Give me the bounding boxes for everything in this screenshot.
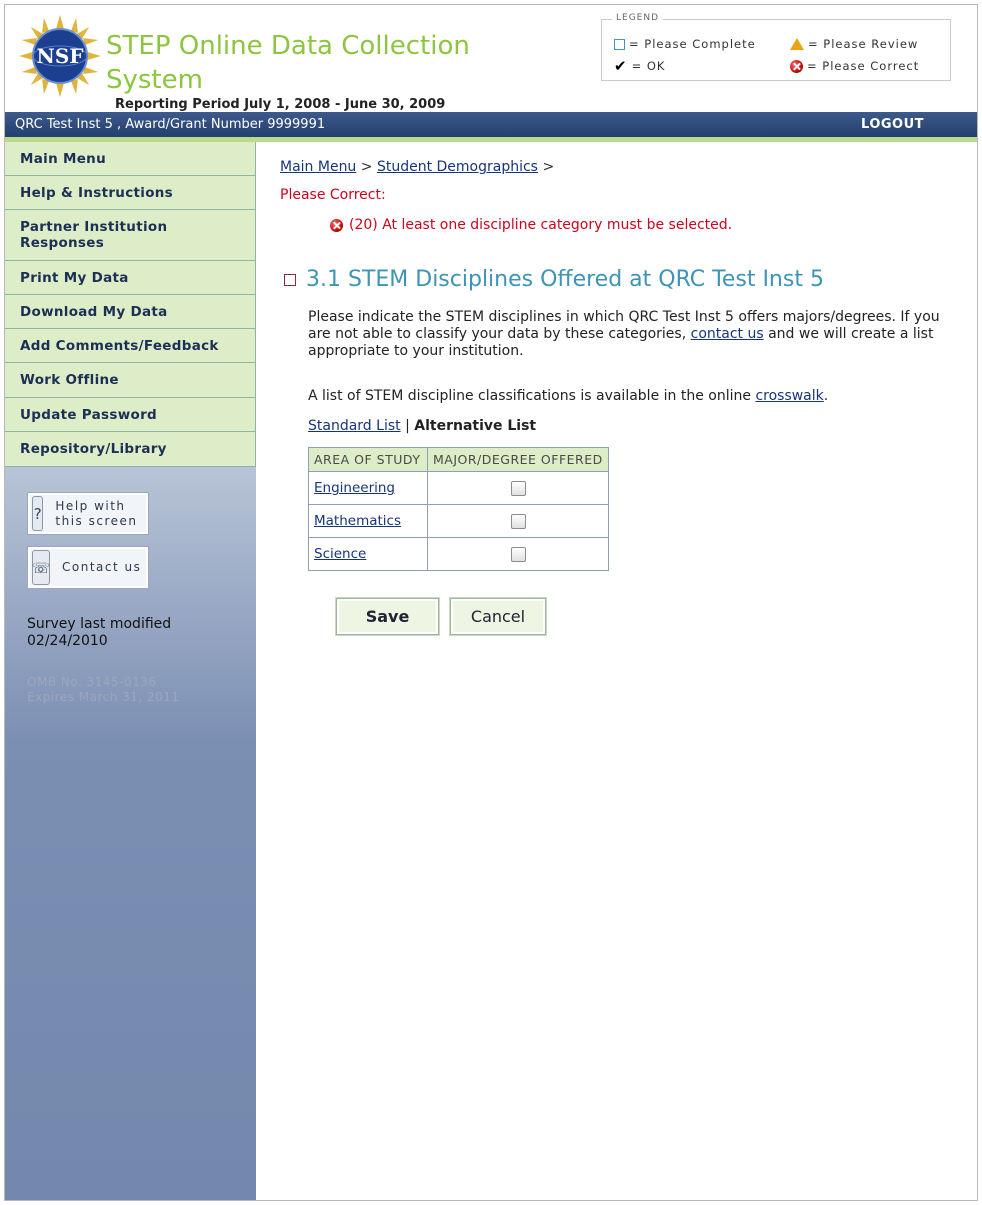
- alternative-list-label: Alternative List: [414, 418, 537, 434]
- table-row: [309, 472, 609, 505]
- engineering-link[interactable]: Engineering: [314, 480, 395, 496]
- checkmark-icon: ✔: [614, 57, 628, 75]
- sidebar-item-help-instructions[interactable]: Help & Instructions: [5, 176, 256, 210]
- legend-ok: ✔ = OK: [614, 57, 666, 75]
- please-complete-icon: [614, 39, 625, 50]
- contact-us-button[interactable]: ☏ Contact us: [27, 546, 149, 589]
- status-box-icon: [284, 274, 296, 286]
- sidebar-item-main-menu[interactable]: Main Menu: [5, 142, 256, 176]
- sidebar-item-repository-library[interactable]: Repository/Library: [5, 432, 256, 467]
- column-header-area: AREA OF STUDY: [309, 448, 428, 472]
- cancel-button[interactable]: Cancel: [450, 598, 546, 635]
- crosswalk-link[interactable]: crosswalk: [755, 388, 824, 404]
- science-link[interactable]: Science: [314, 546, 367, 562]
- legend-review: = Please Review: [790, 37, 918, 51]
- crosswalk-text: A list of STEM discipline classifications is available in the online crosswalk.: [308, 388, 829, 404]
- survey-last-modified: Survey last modified 02/24/2010: [27, 616, 172, 649]
- header: [5, 5, 978, 113]
- phone-icon: ☏: [32, 550, 50, 585]
- svg-text:NSF: NSF: [36, 44, 84, 68]
- legend: [601, 13, 951, 81]
- main-content: [256, 142, 978, 1201]
- instructions-text: Please indicate the STEM disciplines in which QRC Test Inst 5 offers majors/degrees. If you are not able to classify your data by these categories, contact us and we will create a list appropriate to your institution.: [308, 309, 940, 359]
- sidebar-item-update-password[interactable]: Update Password: [5, 398, 256, 432]
- science-checkbox[interactable]: [511, 547, 526, 562]
- list-selector: Standard List | Alternative List: [308, 418, 537, 434]
- sidebar-item-print-my-data[interactable]: Print My Data: [5, 261, 256, 295]
- legend-title: LEGEND: [612, 13, 663, 23]
- legend-complete: = Please Complete: [614, 37, 756, 51]
- sidebar-item-add-comments-feedback[interactable]: Add Comments/Feedback: [5, 329, 256, 363]
- save-button[interactable]: Save: [336, 598, 439, 635]
- error-icon: [330, 219, 343, 232]
- column-header-offered: MAJOR/DEGREE OFFERED: [428, 448, 609, 472]
- contact-us-link[interactable]: contact us: [690, 326, 764, 342]
- app-window: [4, 4, 978, 1201]
- please-correct-heading: Please Correct:: [280, 187, 386, 203]
- breadcrumb-main-menu[interactable]: Main Menu: [280, 159, 357, 175]
- legend-correct: = Please Correct: [790, 59, 919, 73]
- logout-link[interactable]: LOGOUT: [861, 117, 925, 132]
- mathematics-checkbox[interactable]: [511, 514, 526, 529]
- engineering-checkbox[interactable]: [511, 481, 526, 496]
- disciplines-table: [308, 447, 609, 571]
- section-title: 3.1 STEM Disciplines Offered at QRC Test Inst 5: [284, 267, 824, 292]
- breadcrumb-student-demographics[interactable]: Student Demographics: [376, 159, 538, 175]
- top-bar: [5, 112, 978, 137]
- sidebar-item-download-my-data[interactable]: Download My Data: [5, 295, 256, 329]
- sidebar-item-partner-institution-responses[interactable]: Partner Institution Responses: [5, 210, 256, 261]
- error-message: (20) At least one discipline category must be selected.: [330, 217, 732, 233]
- institution-info: QRC Test Inst 5 , Award/Grant Number 9999991: [15, 117, 326, 132]
- help-with-screen-button[interactable]: ? Help with this screen: [27, 492, 149, 535]
- error-icon: [790, 60, 803, 73]
- nsf-logo: [19, 15, 101, 97]
- sidebar-item-work-offline[interactable]: Work Offline: [5, 363, 256, 398]
- breadcrumb: Main Menu > Student Demographics >: [280, 159, 555, 175]
- question-icon: ?: [32, 496, 43, 531]
- omb-info: OMB No. 3145-0136 Expires March 31, 2011: [27, 675, 180, 704]
- warning-icon: [790, 38, 804, 50]
- standard-list-link[interactable]: Standard List: [308, 418, 401, 434]
- reporting-period: Reporting Period July 1, 2008 - June 30, 2009: [115, 97, 446, 112]
- mathematics-link[interactable]: Mathematics: [314, 513, 401, 529]
- table-row: [309, 538, 609, 571]
- sidebar: [5, 142, 256, 1201]
- app-title: STEP Online Data Collection System: [106, 31, 470, 95]
- table-header-row: [309, 448, 609, 472]
- table-row: [309, 505, 609, 538]
